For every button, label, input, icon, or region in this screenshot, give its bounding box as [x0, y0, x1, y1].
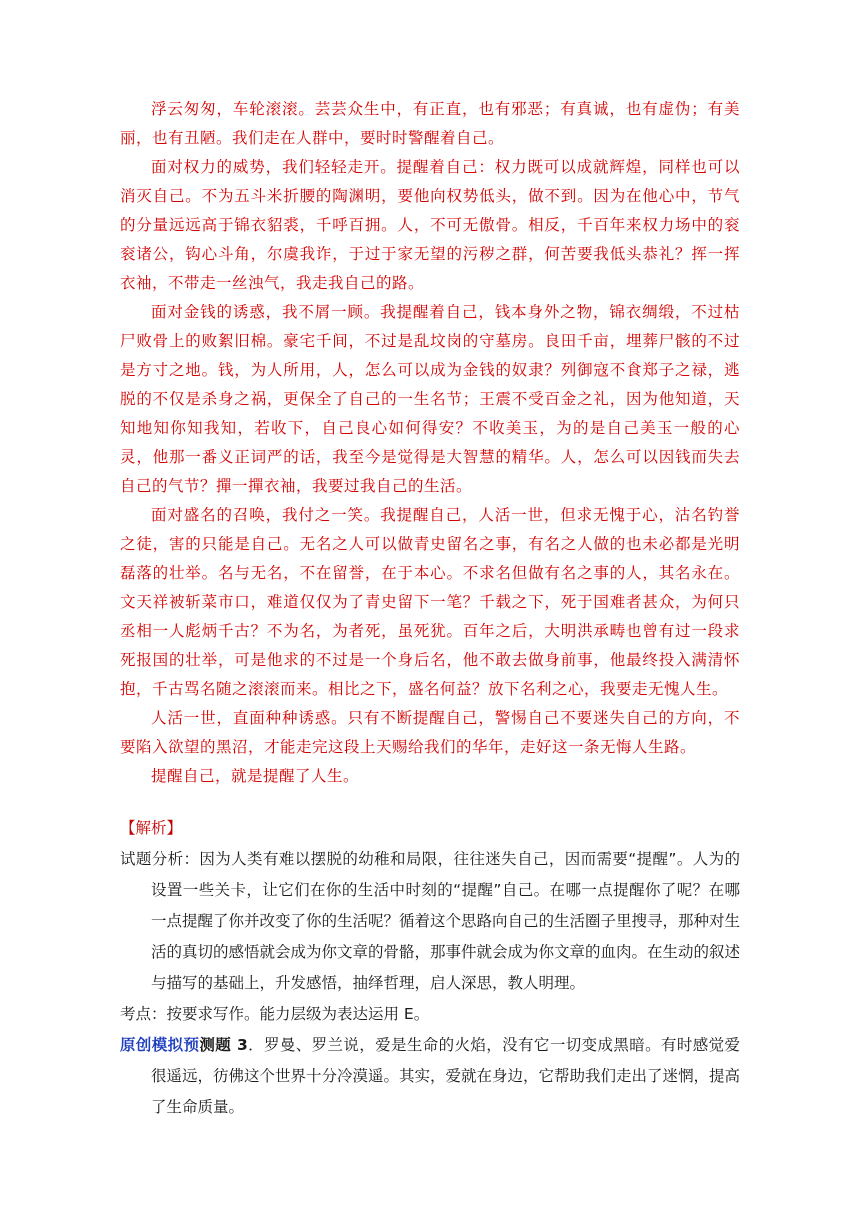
essay-paragraph-6: 提醒自己，就是提醒了人生。 — [151, 767, 360, 785]
question-text: ．罗曼、罗兰说，爱是生命的火焰，没有它一切变成黑暗。有时感觉爱很遥远，彷佛这个世界十分冷漠遥。其实，爱就在身边，它帮助我们走出了迷惘，提高了生命质量。 — [151, 1036, 741, 1116]
analysis-section — [120, 813, 740, 1123]
analysis-body: 试题分析：因为人类有难以摆脱的幼稚和局限，往往迷失自己，因而需要“提醒”。人为的设置一些关卡，让它们在你的生活中时刻的“提醒”自己。在哪一点提醒你了呢？在哪一点提醒了你并改变了你的生活呢？循着这个思路向自己的生活圈子里搜寻，那种对生活的真切的感悟就会成为你文章的骨骼，那事件就会成为你文章的血肉。在生动的叙述与描写的基础上，升发感悟，抽绎哲理，启人深思，教人明理。 — [120, 850, 741, 992]
essay-paragraph-3: 面对金钱的诱惑，我不屑一顾。我提醒着自己，钱本身外之物，锦衣绸缎，不过枯尸败骨上的败絮旧棉。豪宅千间，不过是乱坟岗的守墓房。良田千亩，埋葬尸骸的不过是方寸之地。钱，为人所用，人，怎么可以成为金钱的奴隶？列御寇不食郑子之禄，逃脱的不仅是杀身之祸，更保全了自己的一生名节；王震不受百金之礼，因为他知道，天知地知你知我知，若收下，自己良心如何得安？不收美玉，为的是自己美玉一般的心灵，他那一番义正词严的话，我至今是觉得是大智慧的精华。人，怎么可以因钱而失去自己的气节？撣一撣衣袖，我要过我自己的生活。 — [120, 303, 740, 495]
question-origin-label: 原创模拟预 — [120, 1036, 200, 1054]
essay-paragraph-2: 面对权力的威势，我们轻轻走开。提醒着自己：权力既可以成就辉煌，同样也可以消灭自己。不为五斗米折腰的陶渊明，要他向权势低头，做不到。因为在他心中，节气的分量远远高于锦衣貂裘，千呼百拥。人，不可无傲骨。相反，千百年来权力场中的衮衮诸公，钩心斗角，尔虞我诈，于过于家无望的污秽之群，何苦要我低头恭礼？挥一挥衣袖，不带走一丝浊气，我走我自己的路。 — [120, 158, 740, 292]
essay-section — [120, 95, 740, 791]
analysis-heading: 【解析】 — [120, 819, 183, 837]
essay-paragraph-4: 面对盛名的召唤，我付之一笑。我提醒自己，人活一世，但求无愧于心，沽名钓誉之徒，害的只能是自己。无名之人可以做青史留名之事，有名之人做的也未必都是光明磊落的壮举。名与无名，不在留誉，在于本心。不求名但做有名之事的人，其名永在。文天祥被斩菜市口，难道仅仅为了青史留下一笔？千载之下，死于国难者甚众，为何只丞相一人彪炳千古？不为名，为者死，虽死犹。百年之后，大明洪承畴也曾有过一段求死报国的壮举，可是他求的不过是一个身后名，他不敢去做身前事，他最终投入满清怀抱，千古骂名随之滚滚而来。相比之下，盛名何益？放下名利之心，我要走无愧人生。 — [120, 506, 740, 698]
essay-paragraph-5: 人活一世，直面种种诱惑。只有不断提醒自己，警惕自己不要迷失自己的方向，不要陷入欲望的黑沼，才能走完这段上天赐给我们的华年，走好这一条无悔人生路。 — [120, 709, 740, 756]
essay-paragraph-1: 浮云匆匆，车轮滚滚。芸芸众生中，有正直，也有邪恶；有真诚，也有虚伪；有美丽，也有丑陋。我们走在人群中，要时时警醒着自己。 — [120, 100, 740, 147]
question-block — [120, 1030, 740, 1123]
question-number-label: 测题 3 — [199, 1036, 248, 1054]
analysis-kaodian: 考点：按要求写作。能力层级为表达运用 E。 — [120, 1005, 430, 1023]
